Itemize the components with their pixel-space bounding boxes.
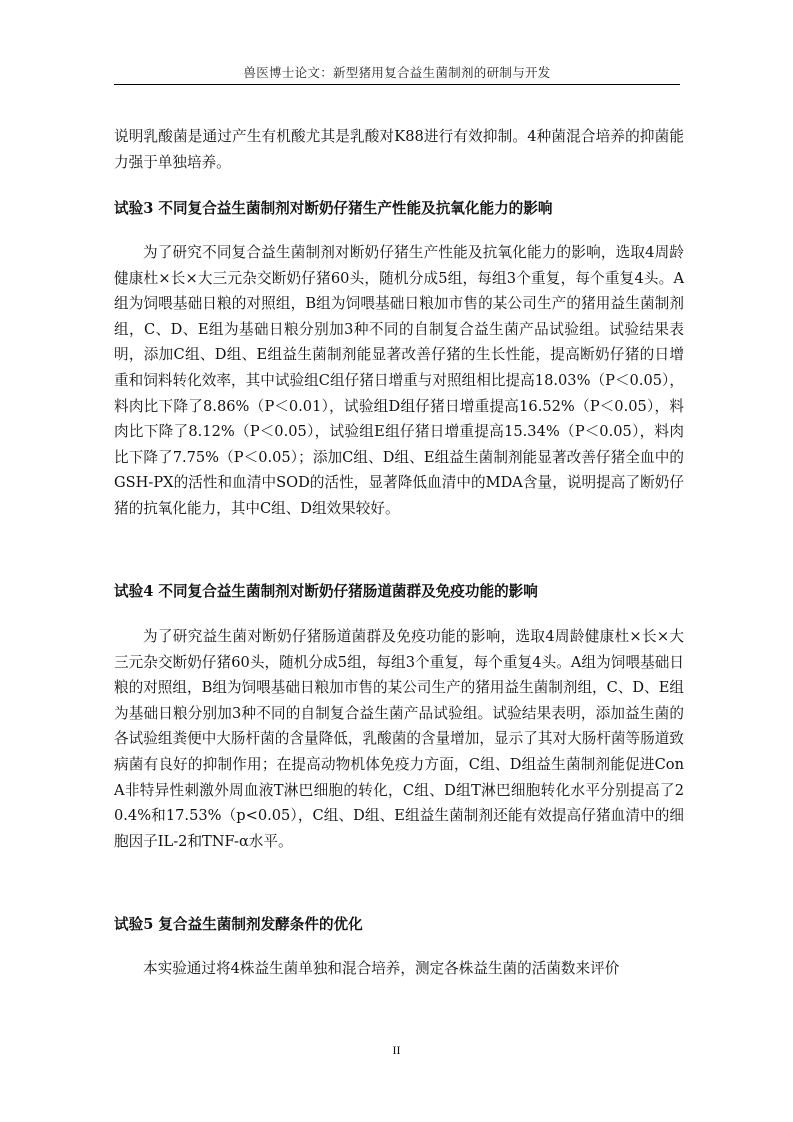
intro-paragraph: 说明乳酸菌是通过产生有机酸尤其是乳酸对K88进行有效抑制。4种菌混合培养的抑菌能力强于单独培养。 [114, 128, 684, 171]
header-rule [114, 84, 680, 85]
section-paragraph-exp3: 为了研究不同复合益生菌制剂对断奶仔猪生产性能及抗氧化能力的影响，选取4周龄健康杜×长×大三元杂交断奶仔猪60头，随机分成5组，每组3个重复，每个重复4头。A组为饲喂基础日粮的对照组，B组为饲喂基础日粮加市售的某公司生产的猪用益生菌制剂组，C、D、E组为基础日粮分别加3种不同的自制复合益生菌产品试验组。试验结果表明，添加C组、D组、E组益生菌制剂能显著改善仔猪的生长性能，提高断奶仔猪的日增重和饲料转化效率，其中试验组C组仔猪日增重与对照组相比提高18.03%（P＜0.05），料肉比下降了8.86%（P＜0.01），试验组D组仔猪日增重提高16.52%（P＜0.05），料肉比下降了8.12%（P＜0.05），试验组E组仔猪日增重提高15.34%（P＜0.05），料肉比下降了7.75%（P＜0.05）；添加C组、D组、E组益生菌制剂能显著改善仔猪全血中的GSH-PX的活性和血清中SOD的活性，显著降低血清中的MDA含量，说明提高了断奶仔猪的抗氧化能力，其中C组、D组效果较好。 [114, 244, 684, 517]
running-header: 兽医博士论文：新型猪用复合益生菌制剂的研制与开发 [243, 65, 551, 80]
section-paragraph-exp5: 本实验通过将4株益生菌单独和混合培养，测定各株益生菌的活菌数来评价 [143, 960, 620, 977]
section-title-exp3: 试验3 不同复合益生菌制剂对断奶仔猪生产性能及抗氧化能力的影响 [114, 200, 553, 217]
section-title-exp5: 试验5 复合益生菌制剂发酵条件的优化 [114, 916, 363, 933]
section-title-exp4: 试验4 不同复合益生菌制剂对断奶仔猪肠道菌群及免疫功能的影响 [114, 583, 538, 600]
section-paragraph-exp4: 为了研究益生菌对断奶仔猪肠道菌群及免疫功能的影响，选取4周龄健康杜×长×大三元杂交断奶仔猪60头，随机分成5组，每组3个重复，每个重复4头。A组为饲喂基础日粮的对照组，B组为饲喂基础日粮加市售的某公司生产的猪用益生菌制剂组，C、D、E组为基础日粮分别加3种不同的自制复合益生菌产品试验组。试验结果表明，添加益生菌的各试验组粪便中大肠杆菌的含量降低，乳酸菌的含量增加，显示了其对大肠杆菌等肠道致病菌有良好的抑制作用；在提高动物机体免疫力方面，C组、D组益生菌制剂能促进ConA非特异性刺激外周血液T淋巴细胞的转化，C组、D组T淋巴细胞转化水平分别提高了20.4%和17.53%（p<0.05），C组、D组、E组益生菌制剂还能有效提高仔猪血清中的细胞因子IL-2和TNF-α水平。 [114, 628, 684, 850]
page-number: II [392, 1043, 401, 1057]
